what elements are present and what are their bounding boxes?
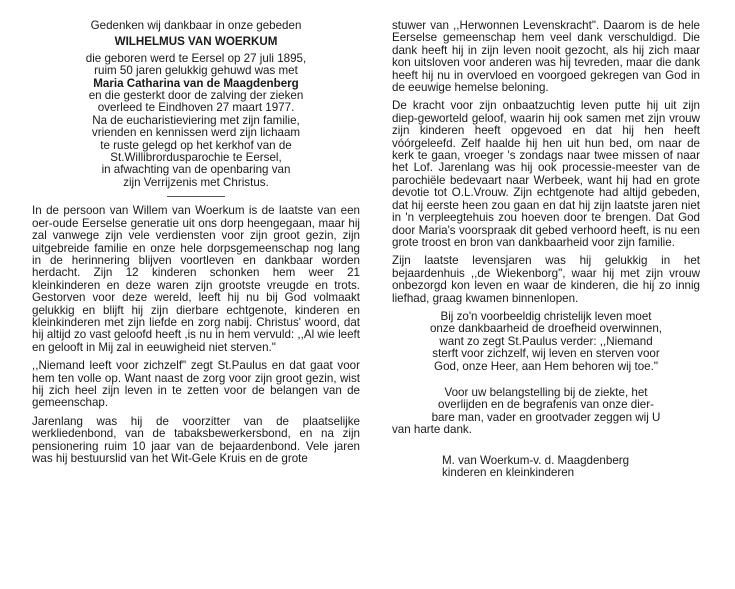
funeral-line: in afwachting van de openbaring van	[101, 163, 291, 177]
marriage-line: ruim 50 jaren gelukkig gehuwd was met	[94, 64, 298, 78]
right-column	[392, 20, 700, 479]
intro-line: Gedenken wij dankbaar in onze gebeden	[90, 19, 302, 32]
death-line: overleed te Eindhoven 27 maart 1977.	[97, 101, 295, 115]
thanks-line: bare man, vader en grootvader zeggen wij U	[431, 410, 661, 424]
closing-quote	[392, 311, 700, 373]
thanks-block	[392, 387, 700, 437]
thanks-line: van harte dank.	[392, 423, 472, 437]
biography-paragraph: De kracht voor zijn onbaatzuchtig leven putte hij uit zijn diep-geworteld geloof, waarin hij ook samen met zijn vrouw zijn kinderen heeft opgevoed en dat hij hen heeft vóórgeleefd. Zelf haalde hij hen uit hun bed, om naar de kerk te gaan, vroeger 's zondags naar twee missen of naar het Lof. Jarenlang was hij ook processie-meester van de parochiële bedevaart naar Werbeek, want hij had en grote devotie tot O.L.Vrouw. Zijn echtgenote had altijd gebeden, dat hij eerste heen zou gaan en dat hij zijn laatste jaren niet in 'n verpleegtehuis zou hoeven door te brengen. Dat God door Maria's voorspraak dit gebed verhoord heeft, is nu een grote troost en bron van dankbaarheid voor zijn familie.	[392, 99, 700, 249]
signatory-name: M. van Woerkum-v. d. Maagdenberg	[442, 453, 630, 467]
signature-block	[392, 455, 700, 480]
thanks-line: overlijden en de begrafenis van onze dier-	[438, 398, 654, 412]
left-column	[32, 20, 360, 471]
quote-line: God, onze Heer, aan Hem behoren wij toe."	[434, 359, 658, 373]
thanks-line: Voor uw belangstelling bij de ziekte, het	[444, 385, 648, 399]
biography-paragraph: In de persoon van Willem van Woerkum is de laatste van een oer-oude Eerselse generatie uit ons dorp heengegaan, maar hij zal vanwege zijn vele verdiensten voor zijn groot gezin, zijn uitgebreide familie en onze hele dorpsgemeenschap nog lang in de herinnering blijven voortleven en dankbaar worden herdacht. Zijn 12 kinderen schonken hem weer 21 kleinkinderen en deze waren zijn grootste vreugde en trots. Gestorven voor deze wereld, leeft hij nu bij God volmaakt gelukkig en blijft hij zijn dierbare echtgenote, kinderen en kleinkinderen met zijn liefde en zorg nabij. Christus' woord, dat hij altijd zo vast geloofd heeft ,is nu in hem vervuld: ,,Al wie leeft en gelooft in Mij zal in eeuwigheid niet sterven."	[32, 204, 360, 354]
divider	[167, 196, 225, 197]
funeral-line: Na de eucharistieviering met zijn familie,	[92, 113, 300, 127]
quote-line: want zo zegt St.Paulus verder: ,,Niemand	[439, 334, 653, 348]
biography-paragraph: Zijn laatste levensjaren was hij gelukkig in het bejaardenhuis ,,de Wiekenborg", waar hij met zijn vrouw onbezorgd kon leven en waar de kinderen, die hij zo innig liefhad, graag kwamen binnenlopen.	[392, 254, 700, 305]
birth-line: die geboren werd te Eersel op 27 juli 1895,	[85, 51, 307, 65]
quote-line: sterft voor zichzelf, wij leven en sterven voor	[432, 347, 660, 361]
biography-paragraph: stuwer van ,,Herwonnen Levenskracht". Daarom is de hele Eerselse gemeenschap hem veel dank verschuldigd. Die dank heeft hij in zijn leven nooit gezocht, als hij zich maar kon uitsloven voor anderen was hij tevreden, maar die dank heeft hij nu in overvloed en voorgoed gekregen van God in de eeuwige hemelse beloning.	[392, 19, 700, 95]
announcement-block	[32, 20, 360, 189]
funeral-line: zijn Verrijzenis met Christus.	[123, 175, 269, 189]
funeral-line: te ruste gelegd op het kerkhof van de	[100, 138, 292, 152]
sacrament-line: en die gesterkt door de zalving der zieken	[88, 89, 304, 103]
spouse-name: Maria Catharina van de Maagdenberg	[93, 76, 299, 90]
funeral-line: St.Willibrordusparochie te Eersel,	[110, 151, 282, 165]
signatory-family: kinderen en kleinkinderen	[442, 466, 575, 479]
funeral-line: vrienden en kennissen werd zijn lichaam	[91, 126, 301, 140]
quote-line: onze dankbaarheid de droefheid overwinnen,	[429, 322, 663, 336]
biography-paragraph: Jarenlang was hij de voorzitter van de plaatselijke werkliedenbond, van de tabaksbewerkersbond, en na zijn pensionering ruim 10 jaar van de bejaardenbond. Vele jaren was hij bestuurslid van het Wit-Gele Kruis en de grote	[32, 414, 360, 465]
quote-line: Bij zo'n voorbeeldig christelijk leven moet	[440, 309, 652, 323]
deceased-name: WILHELMUS VAN WOERKUM	[114, 35, 278, 49]
biography-paragraph: ,,Niemand leeft voor zichzelf" zegt St.Paulus en dat gaat voor hem ten volle op. Want naast de zorg voor zijn groot gezin, wist hij zich heel zijn leven in te zetten voor de belangen van de gemeenschap.	[32, 359, 360, 410]
